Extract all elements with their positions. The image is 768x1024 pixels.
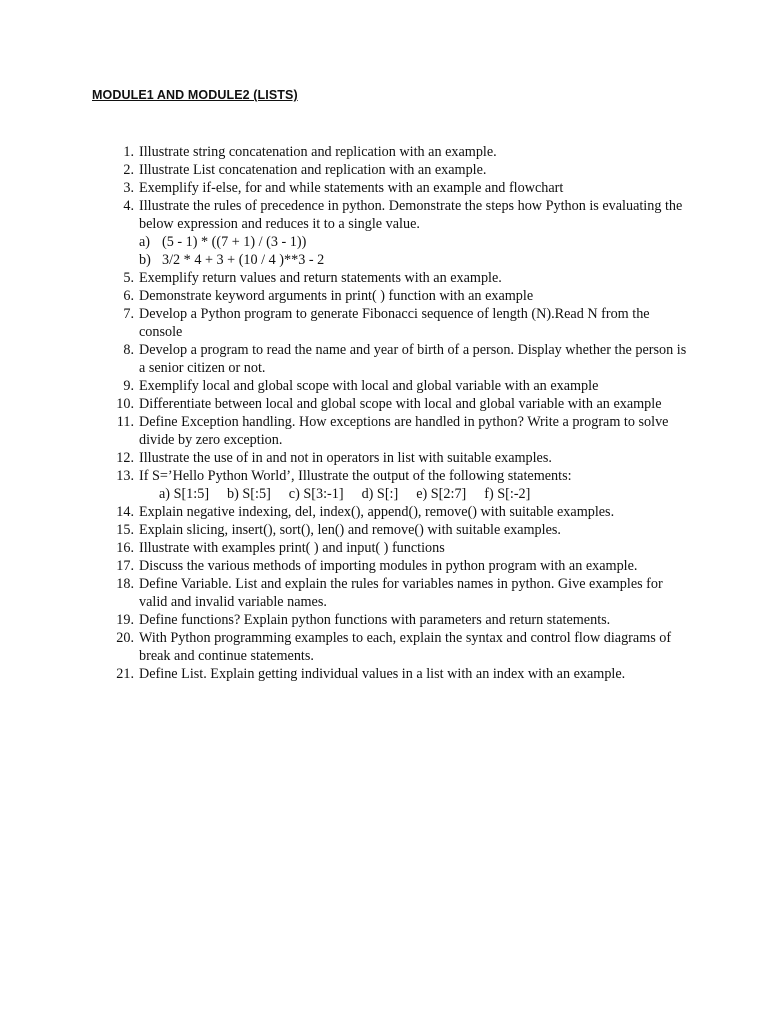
slice-options <box>139 485 690 503</box>
question-number: 1. <box>123 144 134 160</box>
sub-question-text: (5 - 1) * ((7 + 1) / (3 - 1)) <box>162 234 307 250</box>
slice-option: b) S[:5] <box>227 486 271 502</box>
slice-option: c) S[3:-1] <box>288 486 344 502</box>
question-item <box>110 179 690 197</box>
question-item <box>110 557 690 575</box>
question-item <box>110 467 690 503</box>
question-text: If S=’Hello Python World’, Illustrate the output of the following statements: <box>139 468 572 484</box>
question-number: 12. <box>116 450 134 466</box>
question-item <box>110 287 690 305</box>
sub-question-item <box>139 233 690 251</box>
question-text: Explain slicing, insert(), sort(), len() and remove() with suitable examples. <box>139 522 561 538</box>
question-text: Exemplify return values and return statements with an example. <box>139 270 502 286</box>
question-text: Illustrate string concatenation and replication with an example. <box>139 144 497 160</box>
question-item <box>110 503 690 521</box>
question-text: With Python programming examples to each, explain the syntax and control flow diagrams of break and continue statements. <box>139 630 672 664</box>
question-text: Demonstrate keyword arguments in print( ) function with an example <box>139 288 534 304</box>
sub-question-list <box>139 233 690 269</box>
document-heading: MODULE1 AND MODULE2 (LISTS) <box>92 88 298 102</box>
question-text: Illustrate the use of in and not in operators in list with suitable examples. <box>139 450 552 466</box>
question-text: Discuss the various methods of importing modules in python program with an example. <box>139 558 638 574</box>
question-number: 15. <box>116 522 134 538</box>
sub-question-item <box>139 251 690 269</box>
slice-option: f) S[:-2] <box>484 486 531 502</box>
question-item <box>110 449 690 467</box>
slice-option: a) S[1:5] <box>159 486 210 502</box>
question-text: Illustrate List concatenation and replication with an example. <box>139 162 487 178</box>
question-text: Develop a Python program to generate Fibonacci sequence of length (N).Read N from the console <box>139 306 650 340</box>
question-item <box>110 341 690 377</box>
question-text: Exemplify local and global scope with local and global variable with an example <box>139 378 599 394</box>
question-number: 14. <box>116 504 134 520</box>
question-text: Explain negative indexing, del, index(), append(), remove() with suitable examples. <box>139 504 615 520</box>
question-text: Illustrate the rules of precedence in python. Demonstrate the steps how Python is evaluating the below expression and reduces it to a single value. <box>139 198 683 232</box>
question-item <box>110 305 690 341</box>
question-text: Define functions? Explain python functions with parameters and return statements. <box>139 612 611 628</box>
question-text: Define List. Explain getting individual values in a list with an index with an example. <box>139 666 626 682</box>
question-number: 3. <box>123 180 134 196</box>
sub-question-text: 3/2 * 4 + 3 + (10 / 4 )**3 - 2 <box>162 252 325 268</box>
question-number: 21. <box>116 666 134 682</box>
question-number: 18. <box>116 576 134 592</box>
question-item <box>110 269 690 287</box>
question-text: Differentiate between local and global scope with local and global variable with an example <box>139 396 662 412</box>
question-item <box>110 377 690 395</box>
question-item <box>110 629 690 665</box>
question-number: 9. <box>123 378 134 394</box>
question-number: 6. <box>123 288 134 304</box>
question-number: 17. <box>116 558 134 574</box>
question-number: 5. <box>123 270 134 286</box>
question-number: 19. <box>116 612 134 628</box>
question-text: Define Exception handling. How exceptions are handled in python? Write a program to solve divide by zero exception. <box>139 414 669 448</box>
question-item <box>110 197 690 269</box>
sub-question-label: b) <box>139 252 151 268</box>
question-item <box>110 665 690 683</box>
sub-question-label: a) <box>139 234 151 250</box>
question-list <box>110 143 690 683</box>
question-number: 4. <box>123 198 134 214</box>
question-item <box>110 395 690 413</box>
question-number: 11. <box>116 414 134 430</box>
question-number: 16. <box>116 540 134 556</box>
question-number: 8. <box>123 342 134 358</box>
question-text: Define Variable. List and explain the rules for variables names in python. Give examples for valid and invalid variable names. <box>139 576 663 610</box>
question-item <box>110 413 690 449</box>
question-text: Exemplify if-else, for and while statements with an example and flowchart <box>139 180 564 196</box>
question-text: Illustrate with examples print( ) and input( ) functions <box>139 540 445 556</box>
question-item <box>110 539 690 557</box>
question-item <box>110 161 690 179</box>
question-item <box>110 521 690 539</box>
question-number: 10. <box>116 396 134 412</box>
question-number: 2. <box>123 162 134 178</box>
question-text: Develop a program to read the name and year of birth of a person. Display whether the person is a senior citizen or not. <box>139 342 687 376</box>
question-item <box>110 611 690 629</box>
question-item <box>110 575 690 611</box>
question-item <box>110 143 690 161</box>
slice-option: e) S[2:7] <box>416 486 467 502</box>
question-number: 13. <box>116 468 134 484</box>
slice-option: d) S[:] <box>361 486 399 502</box>
question-number: 7. <box>123 306 134 322</box>
question-number: 20. <box>116 630 134 646</box>
